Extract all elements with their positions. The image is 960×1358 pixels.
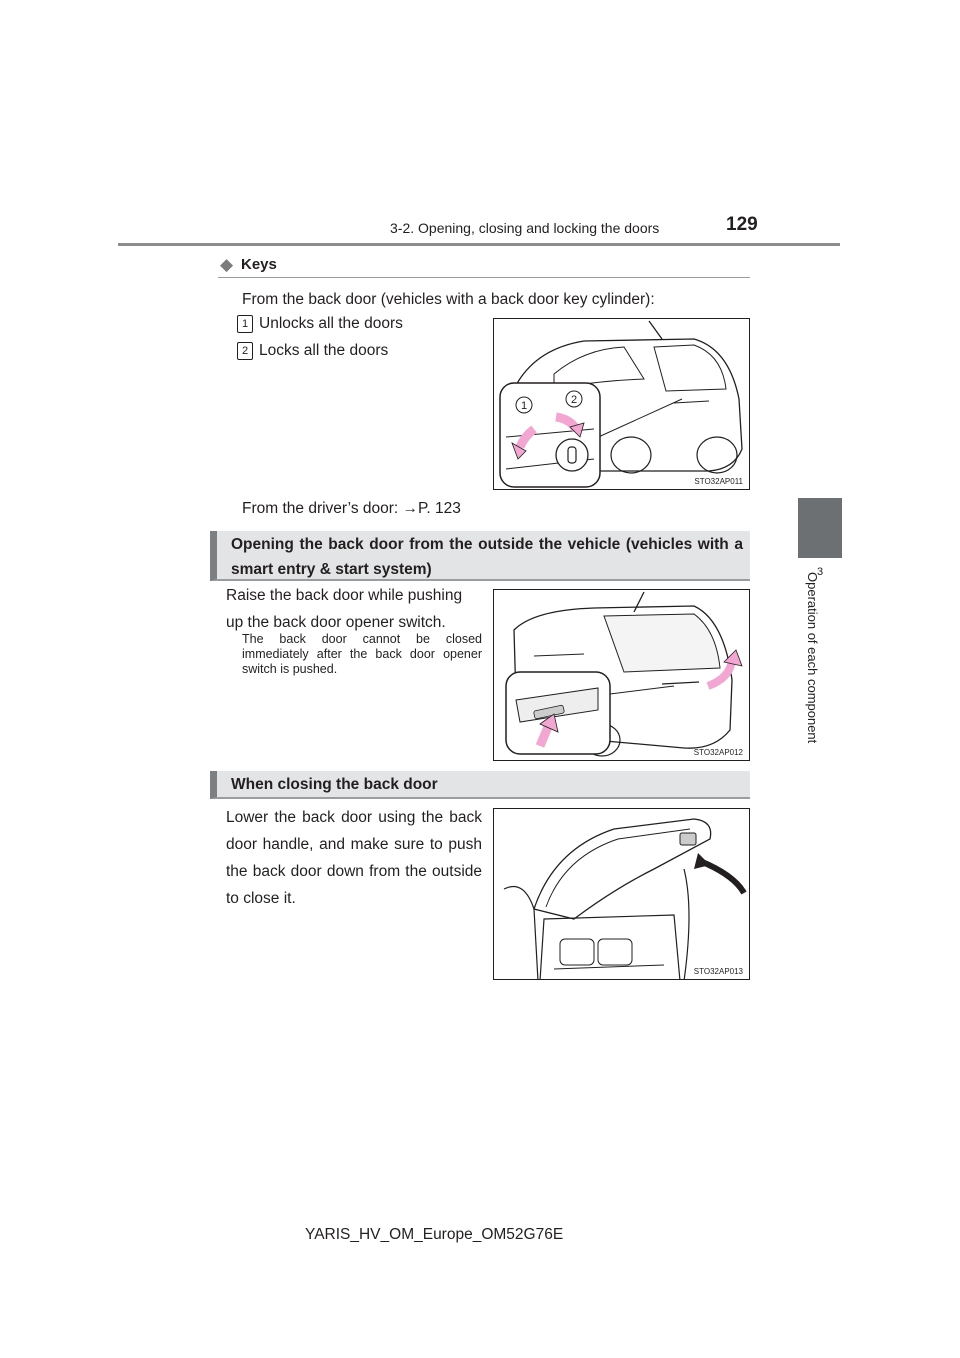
svg-text:1: 1 — [520, 400, 528, 412]
opening-section-title: Opening the back door from the outside the vehicle (vehicles with a smart entry & start system) — [231, 536, 743, 578]
closing-section-heading — [210, 771, 750, 799]
key-cylinder-figure — [493, 318, 750, 490]
figure-code-1: STO32AP011 — [694, 477, 743, 486]
page-number: 129 — [726, 214, 758, 235]
opening-section-heading — [210, 531, 750, 581]
opening-note: The back door cannot be closed immediately after the back door opener switch is pushed. — [242, 632, 482, 676]
number-2-badge: 2 — [237, 342, 253, 360]
opening-instruction: Raise the back door while pushing up the back door opener switch. — [226, 587, 463, 631]
keys-intro: From the back door (vehicles with a back door key cylinder): — [242, 291, 655, 308]
lock-item-text: Locks all the doors — [259, 342, 389, 359]
header-section-title: 3-2. Opening, closing and locking the doors — [390, 220, 660, 236]
opener-switch-figure — [493, 589, 750, 761]
keys-heading: Keys — [241, 256, 277, 273]
svg-text:2: 2 — [570, 394, 578, 406]
chapter-tab — [798, 498, 842, 558]
document-id: YARIS_HV_OM_Europe_OM52G76E — [305, 1226, 564, 1243]
diamond-bullet-icon: ◆ — [220, 255, 234, 274]
keys-rule — [218, 277, 750, 278]
closing-instruction: Lower the back door using the back door handle, and make sure to push the back door down from the outside to close it. — [226, 809, 482, 907]
driver-door-reference: From the driver’s door: →P. 123 — [242, 500, 461, 517]
unlock-item-text: Unlocks all the doors — [259, 315, 403, 332]
figure-code-3: STO32AP013 — [693, 967, 743, 976]
chapter-title: Operation of each component — [805, 572, 820, 744]
header-rule — [118, 243, 840, 246]
closing-section-title: When closing the back door — [231, 776, 438, 793]
number-1-badge: 1 — [237, 315, 253, 333]
chapter-number: 3 — [816, 566, 824, 578]
figure-code-2: STO32AP012 — [693, 748, 743, 757]
closing-back-door-figure — [493, 808, 750, 980]
